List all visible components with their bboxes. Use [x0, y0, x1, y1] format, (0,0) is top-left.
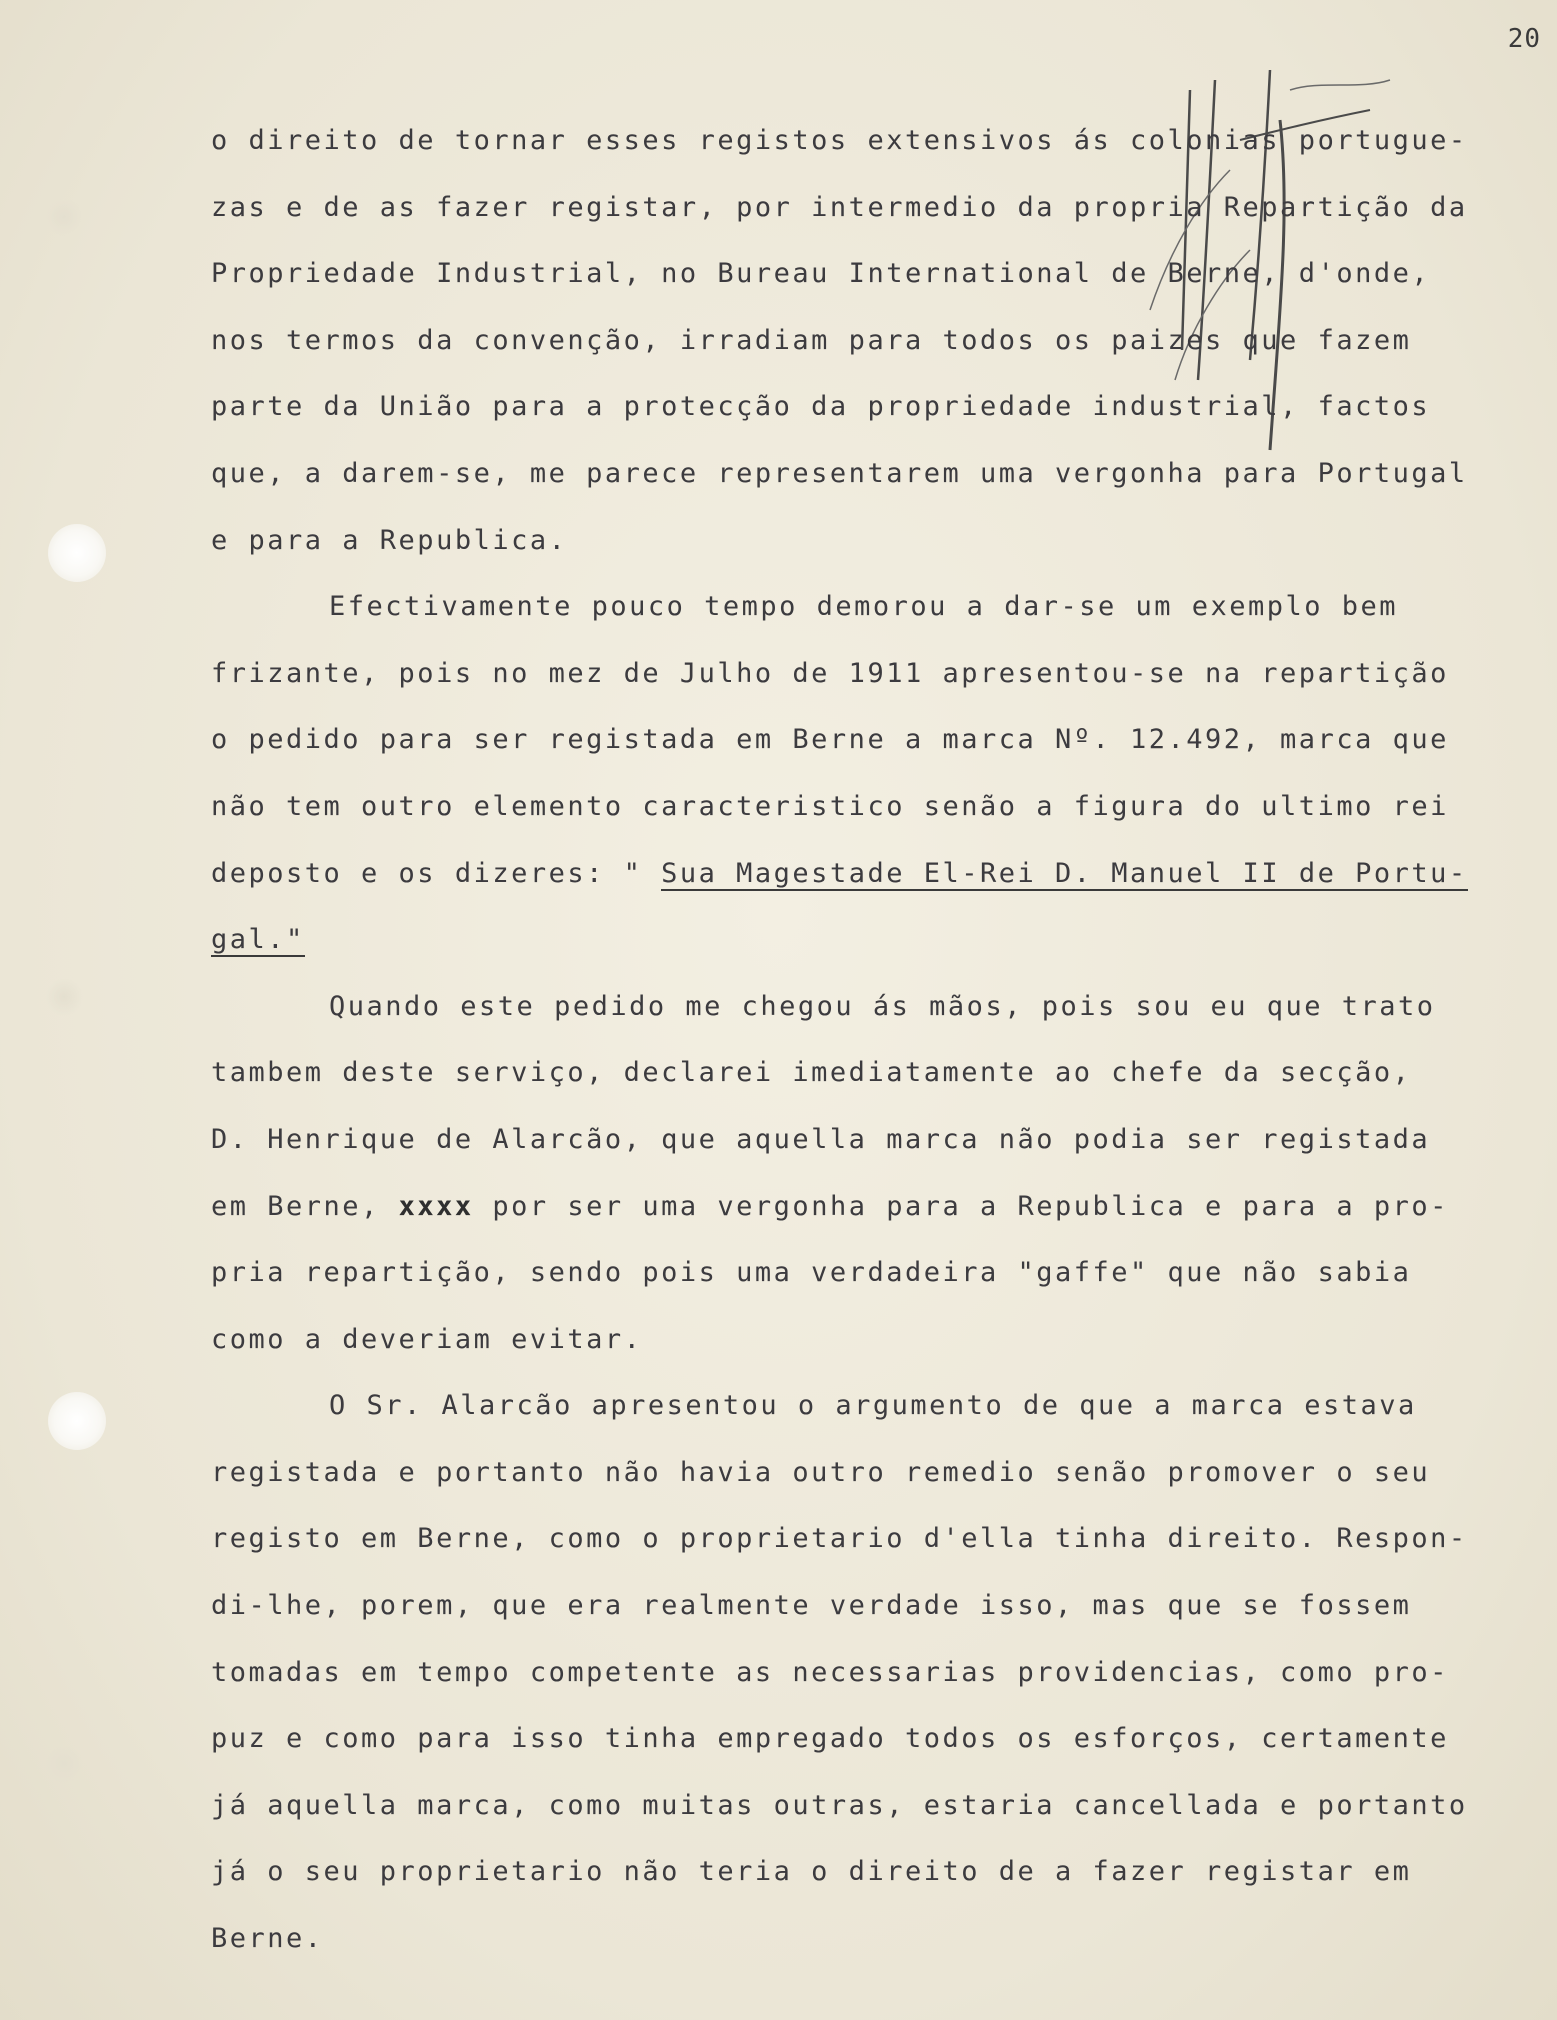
page-number: 20: [1507, 24, 1541, 54]
text-line: tomadas em tempo competente as necessarias providencias, como pro-: [211, 1656, 1449, 1688]
text-line: registo em Berne, como o proprietario d'ella tinha direito. Respon-: [211, 1523, 1468, 1555]
text-line: [211, 849, 1541, 916]
punch-hole: [48, 524, 106, 582]
text-line: tambem deste serviço, declarei imediatamente ao chefe da secção,: [211, 1057, 1412, 1089]
text-line: como a deveriam evitar.: [211, 1323, 643, 1355]
text-line: parte da União para a protecção da propriedade industrial, factos: [211, 391, 1431, 423]
text-line: não tem outro elemento caracteristico senão a figura do ultimo rei: [211, 790, 1449, 822]
text-line: que, a darem-se, me parece representarem uma vergonha para Portugal: [211, 457, 1468, 489]
underlined-quote: gal.": [211, 924, 305, 956]
text-segment: em Berne,: [211, 1190, 399, 1222]
text-line: já o seu proprietario não teria o direito de a fazer registar em: [211, 1856, 1412, 1888]
text-line: puz e como para isso tinha empregado todos os esforços, certamente: [211, 1723, 1449, 1755]
paper-stain: [45, 198, 83, 236]
text-line: O Sr. Alarcão apresentou o argumento de que a marca estava: [329, 1390, 1417, 1422]
text-line: registada e portanto não havia outro remedio senão promover o seu: [211, 1456, 1431, 1488]
punch-hole: [48, 1392, 106, 1450]
text-line: Efectivamente pouco tempo demorou a dar-se um exemplo bem: [329, 591, 1399, 623]
text-line: nos termos da convenção, irradiam para todos os paizes que fazem: [211, 324, 1412, 356]
text-line: e para a Republica.: [211, 524, 568, 556]
underlined-quote: Sua Magestade El-Rei D. Manuel II de Portu-: [661, 857, 1468, 889]
text-line: o direito de tornar esses registos extensivos ás colonias portugue-: [211, 125, 1468, 156]
struck-out-text: xxxx: [398, 1190, 474, 1222]
text-line: di-lhe, porem, que era realmente verdade isso, mas que se fossem: [211, 1590, 1412, 1622]
text-line: frizante, pois no mez de Julho de 1911 apresentou-se na repartição: [211, 657, 1449, 689]
text-segment: deposto e os dizeres: ": [211, 857, 662, 889]
text-line: [211, 1182, 1541, 1249]
text-line: zas e de as fazer registar, por intermedio da propria Repartição da: [211, 191, 1468, 223]
text-line: [211, 915, 1541, 982]
paper-stain: [45, 978, 83, 1016]
text-line: D. Henrique de Alarcão, que aquella marca não podia ser registada: [211, 1123, 1431, 1155]
text-segment: por ser uma vergonha para a Republica e para a pro-: [473, 1190, 1449, 1222]
text-line: Quando este pedido me chegou ás mãos, pois sou eu que trato: [329, 990, 1436, 1022]
typed-letter-body: [211, 116, 1541, 1981]
paper-stain: [45, 1745, 83, 1783]
text-line: Berne.: [211, 1923, 324, 1955]
text-line: o pedido para ser registada em Berne a marca Nº. 12.492, marca que: [211, 724, 1449, 756]
text-line: pria repartição, sendo pois uma verdadeira "gaffe" que não sabia: [211, 1257, 1412, 1289]
text-line: já aquella marca, como muitas outras, estaria cancellada e portanto: [211, 1789, 1468, 1821]
text-line: Propriedade Industrial, no Bureau International de Berne, d'onde,: [211, 258, 1431, 290]
